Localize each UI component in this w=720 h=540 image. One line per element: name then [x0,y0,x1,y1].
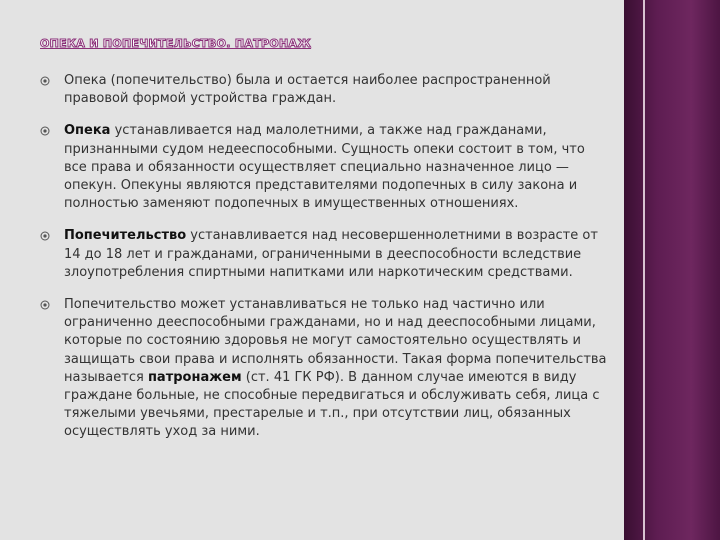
bullet-body-after: (ст. 41 ГК РФ). В данном случае имеются в виду граждане больные, не способные передвигаться и обслуживать себя, лица с тяжелыми увечьями, престарелые и т.п., при отсутствии лиц, обязанных осуществлять уход за ними. [64,369,600,440]
bullet-body-before: Попечительство может устанавливаться не только над частично или ограниченно дееспособными гражданами, но и над дееспособными лицами, которые по состоянию здоровья не могут самостоятельно осуществлять и защищать свои права и исполнять обязанности. Такая форма попечительства называется [64,297,607,385]
bullet-body: устанавливается над малолетними, а также над гражданами, признанными судом недееспособными. Сущность опеки состоит в том, что все права и обязанности осуществляет специально назначенное лицо — опекун. Опекуны являются представителями подопечных в силу закона и полностью заменяют подопечных в имущественных отношениях. [64,123,585,212]
bullet-lead: Попечительство [64,228,187,244]
bullet-term-patronage: патронажем [147,369,242,385]
target-circle-icon [40,231,50,241]
bullet-body: устанавливается над несовершеннолетними в возрасте от 14 до 18 лет и гражданами, ограниченными в дееспособности вследствие злоупотребления спиртными напитками или наркотическим средствами. [64,228,598,280]
bullet-body: Опека (попечительство) была и остается наиболее распространенной правовой формой устройства граждан. [64,73,551,107]
bullet-text [64,227,610,282]
side-decor-panel [624,0,720,540]
target-circle-icon [40,76,50,86]
bullet-item [40,227,610,282]
bullet-lead: Опека [64,123,111,139]
bullet-item [40,296,610,442]
bullet-item [40,122,610,213]
slide-title: ОПЕКА И ПОПЕЧИТЕЛЬСТВО. ПАТРОНАЖ [40,37,312,50]
bullet-text [64,72,610,108]
bullet-text [64,122,610,213]
target-circle-icon [40,300,50,310]
bullet-item [40,72,610,108]
side-decor-stripe [643,0,645,540]
target-circle-icon [40,126,50,136]
bullet-list [40,72,610,456]
bullet-text [64,296,610,442]
